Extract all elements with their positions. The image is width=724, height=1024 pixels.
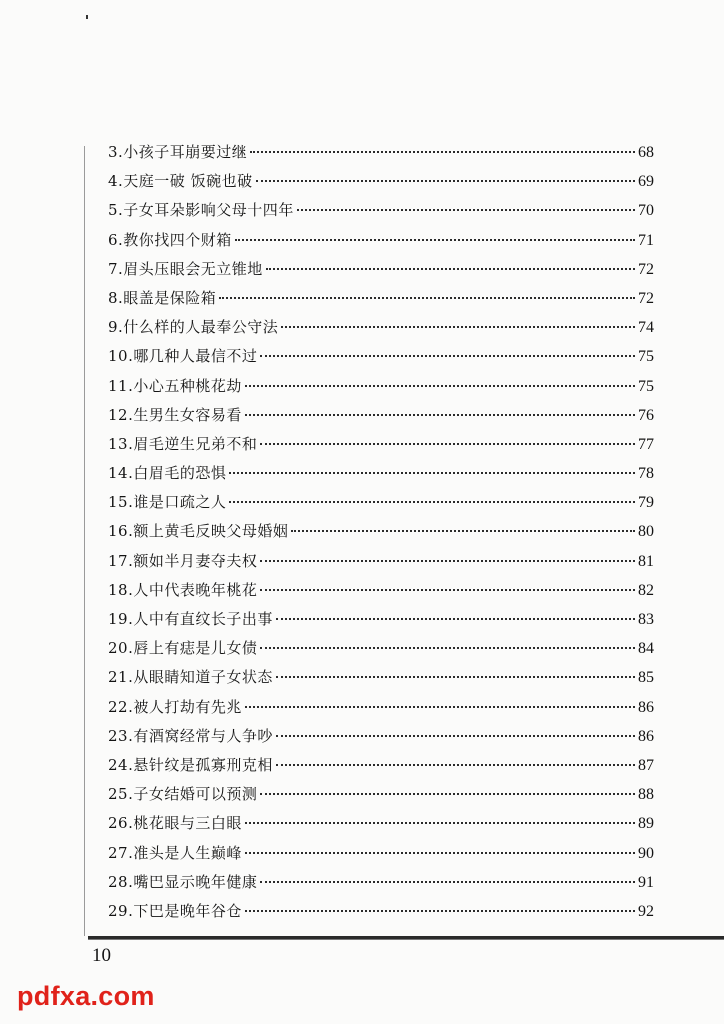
toc-entry[interactable] (108, 430, 654, 459)
toc-entry-page: 79 (638, 494, 654, 512)
toc-entry-title: 15.谁是口疏之人 (108, 493, 227, 512)
left-margin-rule (84, 146, 85, 936)
toc-entry-page: 91 (638, 873, 654, 891)
toc-entry-page: 90 (638, 844, 654, 862)
footer-rule (88, 936, 724, 939)
dot-leader (245, 852, 635, 854)
toc-entry-page: 72 (638, 260, 654, 278)
toc-entry[interactable] (108, 284, 654, 313)
toc-entry-title: 29.下巴是晚年谷仓 (108, 901, 242, 920)
dot-leader (245, 822, 635, 824)
dot-leader (260, 793, 635, 795)
toc-entry-page: 83 (638, 611, 654, 628)
toc-entry-title: 6.教你找四个财箱 (108, 230, 232, 249)
toc-entry[interactable] (108, 634, 654, 663)
toc-entry[interactable] (108, 517, 654, 546)
page-number: 10 (92, 945, 111, 966)
toc-entry-page: 86 (638, 727, 654, 745)
toc-entry-page: 71 (638, 231, 654, 249)
toc-entry-title: 3.小孩子耳崩要过继 (108, 143, 248, 161)
scan-speck (86, 15, 88, 19)
toc-entry-page: 68 (638, 144, 654, 161)
toc-entry-title: 5.子女耳朵影响父母十四年 (108, 201, 294, 220)
toc-entry[interactable] (108, 167, 654, 196)
dot-leader (235, 239, 635, 241)
dot-leader (219, 297, 635, 299)
toc-entry-title: 19.人中有直纹长子出事 (108, 610, 273, 628)
toc-entry[interactable] (108, 401, 654, 430)
toc-entry[interactable] (108, 255, 654, 284)
toc-entry-page: 81 (638, 552, 654, 570)
dot-leader (266, 268, 635, 270)
toc-entry-title: 28.嘴巴显示晚年健康 (108, 872, 258, 891)
dot-leader (260, 589, 635, 591)
dot-leader (245, 385, 635, 387)
toc-entry-page: 82 (638, 581, 654, 599)
dot-leader (229, 472, 635, 474)
toc-entry-title: 7.眉头压眼会无立锥地 (108, 259, 263, 278)
dot-leader (250, 151, 635, 153)
dot-leader (245, 414, 635, 416)
toc-entry-page: 72 (638, 289, 654, 307)
toc-entry[interactable] (108, 196, 654, 225)
dot-leader (276, 764, 635, 766)
toc-entry[interactable] (108, 663, 654, 692)
toc-entry-page: 77 (638, 435, 654, 453)
toc-entry[interactable] (108, 576, 654, 605)
toc-entry-page: 75 (638, 348, 654, 366)
toc-entry-page: 80 (638, 523, 654, 541)
toc-entry[interactable] (108, 138, 654, 167)
watermark-logo[interactable]: pdfxa.com (17, 981, 155, 1011)
toc-entry-title: 26.桃花眼与三白眼 (108, 814, 242, 833)
toc-entry-title: 14.白眉毛的恐惧 (108, 464, 227, 483)
toc-entry[interactable] (108, 488, 654, 517)
toc-entry-title: 18.人中代表晚年桃花 (108, 580, 258, 599)
toc-entry-title: 12.生男生女容易看 (108, 405, 242, 424)
toc-entry-page: 69 (638, 173, 654, 191)
toc-entry[interactable] (108, 693, 654, 722)
toc-entry-title: 24.悬针纹是孤寡刑克相 (108, 755, 273, 774)
table-of-contents (108, 138, 654, 926)
toc-entry-page: 85 (638, 669, 654, 687)
toc-entry[interactable] (108, 809, 654, 838)
toc-entry-page: 78 (638, 465, 654, 483)
toc-entry-title: 11.小心五种桃花劫 (108, 376, 242, 395)
toc-entry[interactable] (108, 547, 654, 576)
toc-entry-page: 92 (638, 902, 654, 920)
toc-entry-title: 13.眉毛逆生兄弟不和 (108, 434, 258, 453)
toc-entry-page: 70 (638, 202, 654, 220)
toc-entry-page: 86 (638, 698, 654, 716)
toc-entry[interactable] (108, 372, 654, 401)
dot-leader (281, 326, 635, 328)
toc-entry-page: 87 (638, 756, 654, 774)
toc-entry-title: 9.什么样的人最奉公守法 (108, 318, 279, 337)
toc-entry-title: 16.额上黄毛反映父母婚姻 (108, 522, 289, 541)
toc-entry-title: 22.被人打劫有先兆 (108, 697, 242, 716)
dot-leader (276, 618, 635, 620)
toc-entry[interactable] (108, 751, 654, 780)
toc-entry-page: 89 (638, 815, 654, 833)
toc-entry-title: 4.天庭一破 饭碗也破 (108, 172, 253, 191)
toc-entry[interactable] (108, 839, 654, 868)
dot-leader (256, 180, 635, 182)
toc-entry[interactable] (108, 605, 654, 634)
dot-leader (245, 910, 635, 912)
dot-leader (276, 676, 635, 678)
toc-entry-title: 17.额如半月妻夺夫权 (108, 551, 258, 570)
toc-entry[interactable] (108, 342, 654, 371)
dot-leader (260, 560, 635, 562)
toc-entry-title: 21.从眼睛知道子女状态 (108, 668, 273, 687)
dot-leader (260, 647, 635, 649)
dot-leader (245, 706, 635, 708)
dot-leader (291, 530, 635, 532)
toc-entry-page: 76 (638, 406, 654, 424)
dot-leader (260, 881, 635, 883)
toc-entry[interactable] (108, 459, 654, 488)
toc-entry[interactable] (108, 780, 654, 809)
toc-entry[interactable] (108, 868, 654, 897)
toc-entry[interactable] (108, 313, 654, 342)
dot-leader (260, 443, 635, 445)
toc-entry-title: 10.哪几种人最信不过 (108, 347, 258, 366)
toc-entry[interactable] (108, 897, 654, 926)
toc-entry-title: 8.眼盖是保险箱 (108, 288, 217, 307)
toc-entry-page: 75 (638, 377, 654, 395)
toc-entry[interactable] (108, 722, 654, 751)
dot-leader (229, 501, 635, 503)
dot-leader (260, 355, 635, 357)
toc-entry-title: 20.唇上有痣是儿女债 (108, 639, 258, 658)
dot-leader (297, 209, 635, 211)
toc-entry-page: 84 (638, 640, 654, 658)
toc-entry-title: 23.有酒窝经常与人争吵 (108, 726, 273, 745)
dot-leader (276, 735, 635, 737)
toc-entry-title: 27.准头是人生巅峰 (108, 843, 242, 862)
toc-entry-page: 74 (638, 319, 654, 337)
toc-entry[interactable] (108, 226, 654, 255)
toc-entry-title: 25.子女结婚可以预测 (108, 785, 258, 804)
toc-entry-page: 88 (638, 786, 654, 804)
